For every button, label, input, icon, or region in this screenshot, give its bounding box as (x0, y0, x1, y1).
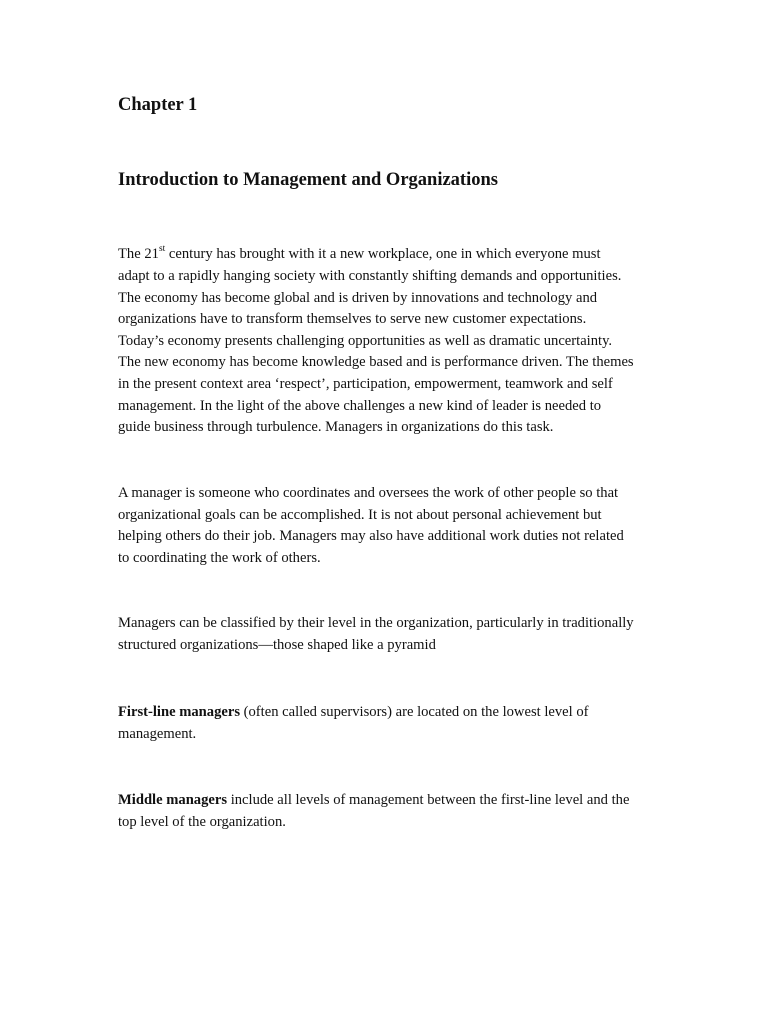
term-first-line-managers: First-line managers (118, 704, 240, 720)
line-text: century has brought with it a new workplace, one in which everyone must (165, 246, 601, 262)
intro-paragraph (118, 242, 658, 439)
paragraph-line: The economy has become global and is driven by innovations and technology and (118, 289, 598, 306)
paragraph-line: The new economy has become knowledge based and is performance driven. The themes (118, 354, 634, 371)
manager-levels-paragraph (118, 613, 658, 656)
paragraph-line: in the present context area ‘respect’, participation, empowerment, teamwork and self (118, 375, 613, 392)
paragraph-line: guide business through turbulence. Managers in organizations do this task. (118, 419, 554, 436)
line-text: (often called supervisors) are located on the lowest level of (240, 704, 589, 720)
paragraph-line: Managers can be classified by their level in the organization, particularly in traditionally (118, 615, 634, 631)
paragraph-line: organizational goals can be accomplished. It is not about personal achievement but (118, 506, 602, 523)
line-text: The 21 (118, 246, 159, 262)
paragraph-line: to coordinating the work of others. (118, 549, 321, 566)
line-text: include all levels of management between the first-line level and the (227, 792, 630, 808)
paragraph-line (118, 702, 658, 724)
ordinal-suffix: st (158, 244, 166, 255)
paragraph-line (118, 790, 658, 812)
paragraph-line: structured organizations—those shaped like a pyramid (118, 636, 436, 653)
paragraph-line (118, 242, 658, 266)
manager-definition-paragraph (118, 483, 658, 569)
term-middle-managers: Middle managers (118, 792, 228, 808)
paragraph-line: helping others do their job. Managers may also have additional work duties not related (118, 528, 624, 545)
paragraph-line: management. (118, 725, 197, 742)
paragraph-line: adapt to a rapidly hanging society with constantly shifting demands and opportunities. (118, 268, 622, 284)
first-line-managers-paragraph (118, 702, 658, 745)
chapter-label: Chapter 1 (118, 95, 198, 115)
paragraph-line: management. In the light of the above challenges a new kind of leader is needed to (118, 397, 602, 414)
paragraph-line: top level of the organization. (118, 813, 286, 830)
middle-managers-paragraph (118, 790, 658, 833)
paragraph-line: organizations have to transform themselves to serve new customer expectations. (118, 311, 587, 328)
paragraph-line: A manager is someone who coordinates and oversees the work of other people so that (118, 485, 619, 501)
chapter-title: Introduction to Management and Organizations (118, 170, 498, 190)
paragraph-line: Today’s economy presents challenging opportunities as well as dramatic uncertainty. (118, 332, 613, 349)
